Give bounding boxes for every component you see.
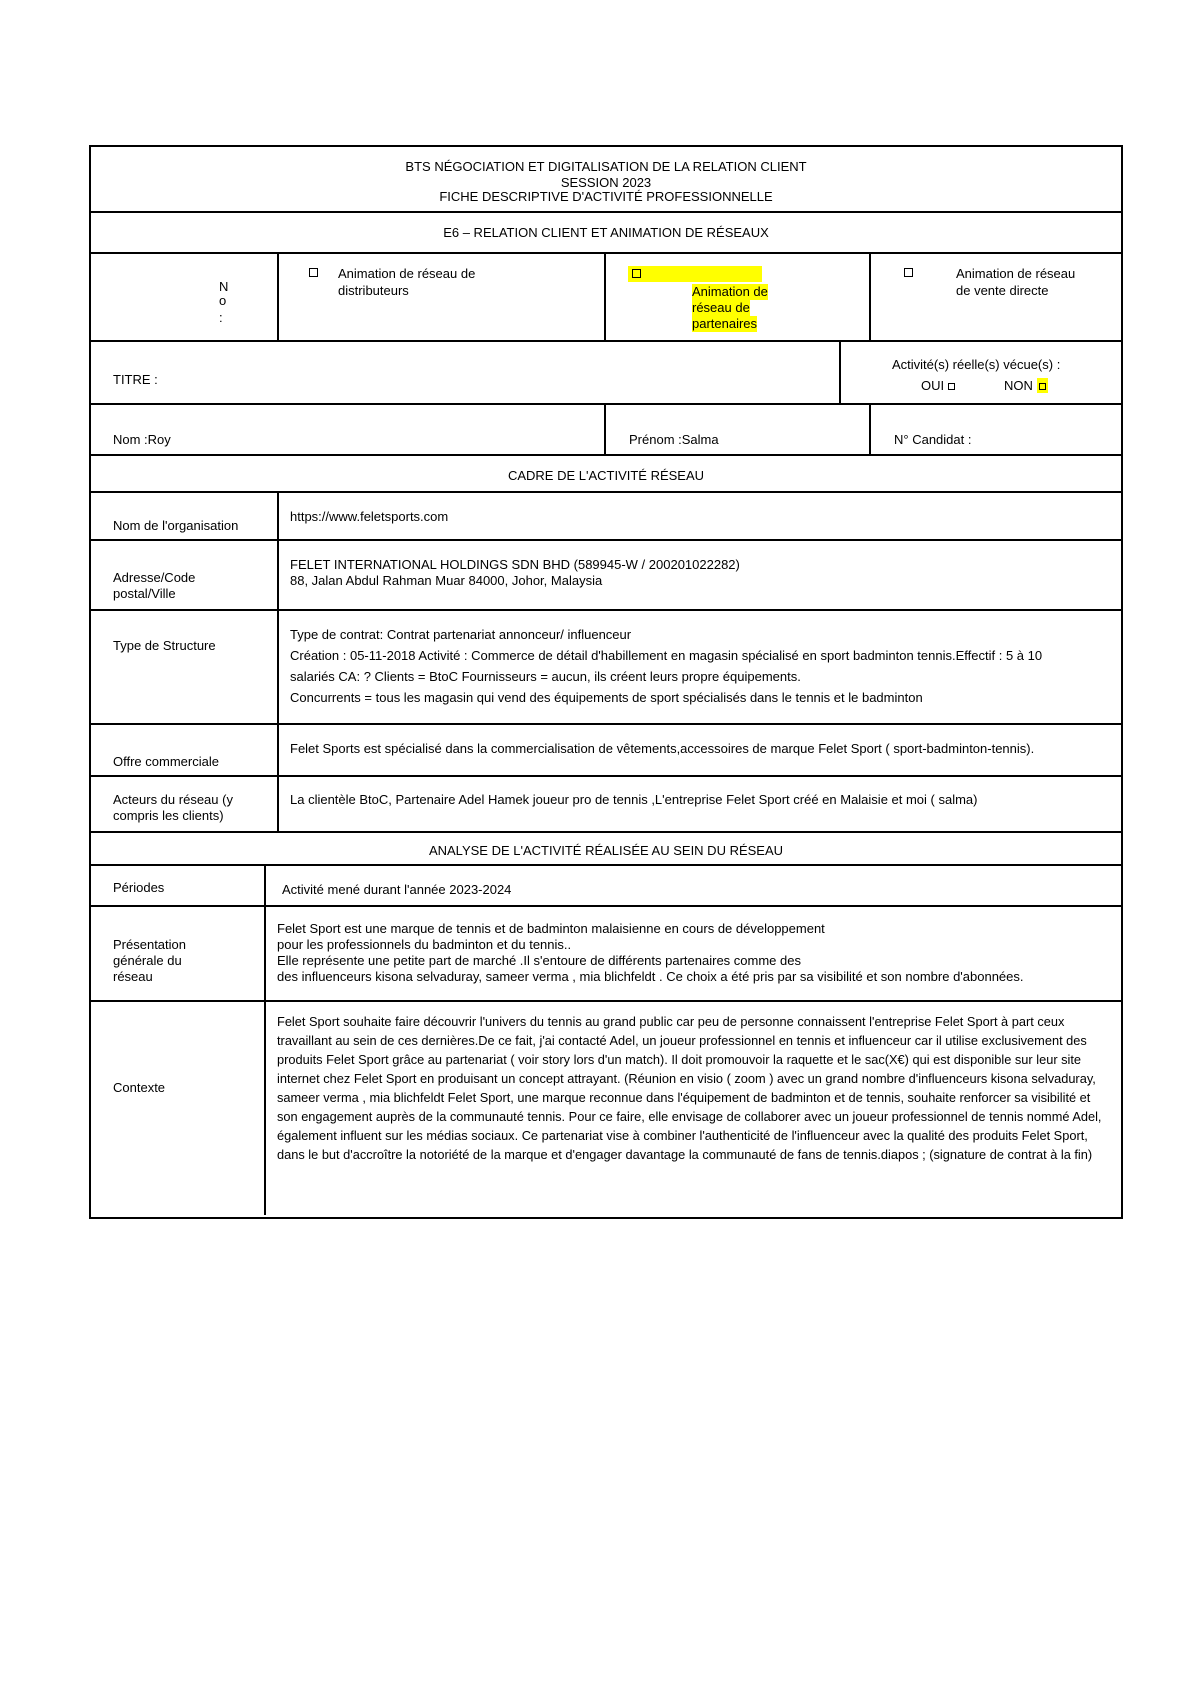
non-label: NON <box>1004 378 1048 394</box>
divider <box>89 905 1123 907</box>
divider <box>89 340 1123 342</box>
activite-reelle-label: Activité(s) réelle(s) vécue(s) : <box>892 357 1061 372</box>
divider <box>869 252 871 340</box>
cadre-heading: CADRE DE L'ACTIVITÉ RÉSEAU <box>507 468 705 483</box>
contexte-label: Contexte <box>113 1080 166 1095</box>
checkbox-oui[interactable] <box>948 383 955 390</box>
divider <box>89 454 1123 456</box>
divider <box>89 403 1123 405</box>
numero-colon: : <box>219 310 223 325</box>
option-partenaires-line2: réseau de <box>692 300 750 315</box>
candidat-nom: Nom :Roy <box>113 432 171 447</box>
acteurs-value: La clientèle BtoC, Partenaire Adel Hamek joueur pro de tennis ,L'entreprise Felet Sport créé en Malaisie et moi ( salma) <box>290 792 978 807</box>
checkbox-vente-directe[interactable] <box>904 268 913 277</box>
org-value[interactable]: https://www.feletsports.com <box>290 509 449 524</box>
adresse-line-1: FELET INTERNATIONAL HOLDINGS SDN BHD (589945-W / 200201022282) <box>290 557 740 572</box>
adresse-line-2: 88, Jalan Abdul Rahman Muar 84000, Johor, Malaysia <box>290 573 603 588</box>
type-line-1: Type de contrat: Contrat partenariat annonceur/ influenceur <box>290 627 632 642</box>
checkbox-distributeurs[interactable] <box>309 268 318 277</box>
acteurs-label-2: compris les clients) <box>113 808 224 823</box>
titre-label: TITRE : <box>113 372 158 387</box>
presentation-line-2: pour les professionnels du badminton et du tennis.. <box>277 937 572 952</box>
divider <box>89 211 1123 213</box>
highlight-partenaires-checkbox <box>628 266 762 282</box>
type-label: Type de Structure <box>113 638 216 653</box>
oui-label: OUI <box>921 378 955 394</box>
checkbox-partenaires[interactable] <box>632 269 641 278</box>
divider <box>869 403 871 454</box>
candidat-prenom: Prénom :Salma <box>629 432 719 447</box>
periodes-label: Périodes <box>113 880 165 895</box>
candidat-numero: N° Candidat : <box>894 432 972 447</box>
adresse-label-2: postal/Ville <box>113 586 176 601</box>
presentation-line-3: Elle représente une petite part de marché .Il s'entoure de différents partenaires comme des <box>277 953 801 968</box>
org-label: Nom de l'organisation <box>113 518 239 533</box>
presentation-label-3: réseau <box>113 969 153 984</box>
presentation-line-1: Felet Sport est une marque de tennis et de badminton malaisienne en cours de développement <box>277 921 825 936</box>
numero-o: o <box>219 293 227 308</box>
divider <box>839 340 841 403</box>
divider <box>89 491 1123 493</box>
presentation-line-4: des influenceurs kisona selvaduray, sameer verma , mia blichfeldt . Ce choix a été pris par sa visibilité et son nombre d'abonnées. <box>277 969 1024 984</box>
acteurs-label-1: Acteurs du réseau (y <box>113 792 233 807</box>
option-distributeurs-line1: Animation de réseau de <box>338 266 476 281</box>
divider <box>277 252 279 340</box>
option-partenaires-line3: partenaires <box>692 316 758 331</box>
divider <box>264 864 266 1215</box>
presentation-label-1: Présentation <box>113 937 186 952</box>
divider <box>604 252 606 340</box>
contexte-text: Felet Sport souhaite faire découvrir l'univers du tennis au grand public car peu de personne connaissent l'entreprise Felet Sport à part ceux travaillant au sein de ces dernières.De ce fait, j'ai contacté Adel, un joueur professionnel en tennis et influenceur car il utilise exclusivement des produits Felet Sport grâce au partenariat ( voir story lors d'un match). Il doit promouvoir la raquette et le sac(X€) qui est disponible sur leur site internet chez Felet Sport en produisant un concept attrayant. (Réunion en visio ( zoom ) avec un grand nombre d'influenceurs kisona selvaduray, sameer verma , mia blichfeldt Felet Sport, une marque reconnue dans l'équipement de badminton et de tennis, souhaite renforcer sa visibilité et son engagement auprès de la communauté tennis. Pour ce faire, elle envisage de collaborer avec un joueur professionnel de tennis nommé Adel, également influent sur les médias sociaux. Ce partenariat vise à combiner l'authenticité de l'influenceur avec la qualité des produits Felet Sport, dans le but d'accroître la notoriété de la marque et d'engager davantage la communauté de fans de tennis.diapos ; (signature de contrat à la fin) <box>277 1014 1102 1162</box>
presentation-label-2: générale du <box>113 953 182 968</box>
checkbox-non[interactable] <box>1039 383 1046 390</box>
divider <box>89 775 1123 777</box>
divider <box>89 723 1123 725</box>
type-line-2: Création : 05-11-2018 Activité : Commerce de détail d'habillement en magasin spécialisé en sport badminton tennis.Effectif : 5 à 10 <box>290 648 1043 663</box>
option-vente-directe-line1: Animation de réseau <box>956 266 1076 281</box>
divider <box>89 539 1123 541</box>
divider <box>277 491 279 833</box>
epreuve-title: E6 – RELATION CLIENT ET ANIMATION DE RÉSEAUX <box>443 225 769 240</box>
divider <box>89 864 1123 866</box>
divider <box>89 609 1123 611</box>
divider <box>89 252 1123 254</box>
option-distributeurs-line2: distributeurs <box>338 283 409 298</box>
divider <box>604 403 606 454</box>
header-line-3: FICHE DESCRIPTIVE D'ACTIVITÉ PROFESSIONNELLE <box>439 189 773 204</box>
header-line-2: SESSION 2023 <box>560 175 652 190</box>
header-line-1: BTS NÉGOCIATION ET DIGITALISATION DE LA RELATION CLIENT <box>405 159 807 174</box>
divider <box>89 1000 1123 1002</box>
option-partenaires-line1: Animation de <box>692 284 768 299</box>
analyse-heading: ANALYSE DE L'ACTIVITÉ RÉALISÉE AU SEIN DU RÉSEAU <box>428 843 784 858</box>
adresse-label-1: Adresse/Code <box>113 570 196 585</box>
type-line-4: Concurrents = tous les magasin qui vend des équipements de sport spécialisés dans le tennis et le badminton <box>290 690 923 705</box>
offre-value: Felet Sports est spécialisé dans la commercialisation de vêtements,accessoires de marque Felet Sport ( sport-badminton-tennis). <box>290 741 1035 756</box>
offre-label: Offre commerciale <box>113 754 219 769</box>
periodes-value: Activité mené durant l'année 2023-2024 <box>282 882 512 897</box>
type-line-3: salariés CA: ? Clients = BtoC Fournisseurs = aucun, ils créent leurs propre équipements. <box>290 669 801 684</box>
option-vente-directe-line2: de vente directe <box>956 283 1049 298</box>
divider <box>89 831 1123 833</box>
numero-n: N <box>219 279 229 294</box>
